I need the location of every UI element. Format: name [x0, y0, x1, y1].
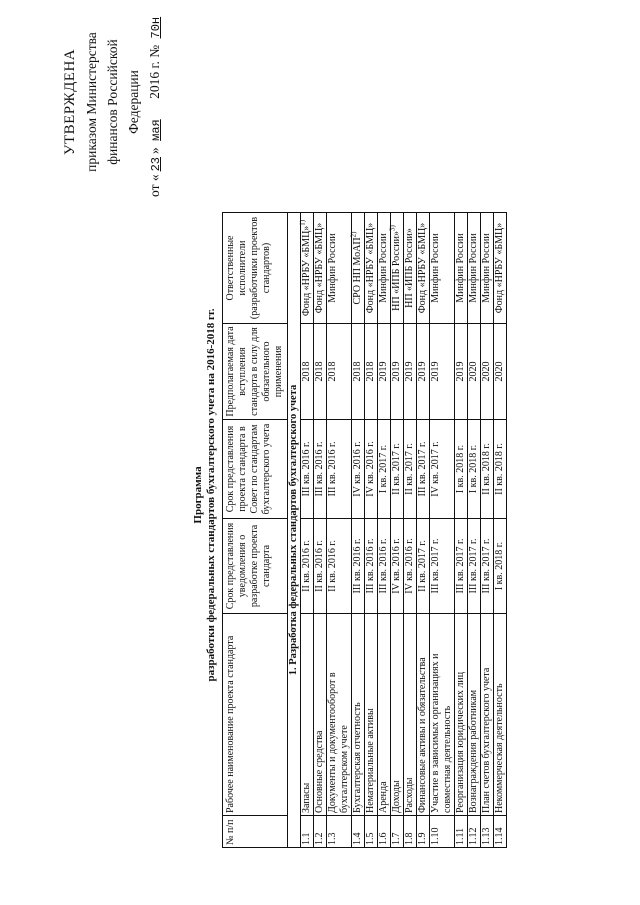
row-effective [352, 324, 365, 420]
row-effective [430, 324, 455, 420]
row-num-text: 1.8 [404, 832, 415, 845]
row-council-text: IV кв. 2016 г. [352, 441, 363, 497]
row-notice-text: II кв. 2017 г. [417, 540, 428, 592]
row-name-text: Нематериальные активы [365, 708, 376, 813]
approval-date [144, 7, 167, 197]
row-num-text: 1.5 [365, 832, 376, 845]
table-row [430, 213, 455, 848]
row-notice-text: II кв. 2016 г. [301, 540, 312, 592]
table-row [494, 213, 507, 848]
row-responsible-text: НП «ИПБ России» [391, 231, 402, 311]
row-notice-text: I кв. 2018 г. [494, 541, 505, 591]
row-council-text: III кв. 2016 г. [301, 441, 312, 497]
row-num-text: 1.6 [378, 832, 389, 845]
header-responsible: Ответственные исполнители (разработчики проектов стандартов) [223, 213, 288, 324]
footnote-marker: 3) [388, 225, 397, 232]
row-name [430, 614, 455, 816]
row-council [391, 420, 404, 519]
row-responsible [388, 213, 404, 324]
row-notice [494, 519, 507, 614]
row-notice-text: III кв. 2016 г. [352, 538, 363, 594]
row-notice [430, 519, 455, 614]
row-effective-text: 2019 [417, 361, 428, 382]
row-num-text: 1.14 [494, 827, 505, 845]
row-responsible [468, 213, 481, 324]
row-num [417, 816, 430, 848]
row-num [314, 816, 327, 848]
row-council-text: IV кв. 2017 г. [430, 441, 441, 497]
row-effective-text: 2020 [481, 361, 492, 382]
program-table [222, 212, 507, 848]
row-council [352, 420, 365, 519]
row-council-text: III кв. 2016 г. [327, 441, 338, 497]
row-notice [455, 519, 468, 614]
row-num-text: 1.13 [481, 827, 492, 845]
table-row [378, 213, 391, 848]
row-num [391, 816, 404, 848]
row-effective-text: 2018 [301, 361, 312, 382]
row-num [301, 816, 314, 848]
table-row [391, 213, 404, 848]
row-notice-text: IV кв. 2016 г. [404, 538, 415, 594]
row-effective-text: 2019 [378, 361, 389, 382]
row-notice-text: III кв. 2017 г. [430, 538, 441, 594]
row-effective-text: 2020 [494, 361, 505, 382]
document-title [192, 145, 218, 845]
row-num [468, 816, 481, 848]
approval-block [60, 7, 167, 197]
row-council [404, 420, 417, 519]
row-num-text: 1.3 [327, 832, 338, 845]
header-notice: Срок представления уведомления о разработке проекта стандарта [223, 519, 288, 614]
row-name-text: Финансовые активы и обязательства [417, 657, 428, 813]
row-effective-text: 2018 [327, 361, 338, 382]
row-responsible [430, 213, 455, 324]
row-effective-text: 2019 [430, 361, 441, 382]
row-name-text: Некоммерческая деятельность [494, 683, 505, 813]
row-num [494, 816, 507, 848]
table-row [417, 213, 430, 848]
row-council-text: II кв. 2018 г. [494, 443, 505, 495]
row-council-text: III кв. 2016 г. [314, 441, 325, 497]
row-num-text: 1.4 [352, 832, 363, 845]
section-row [288, 213, 301, 848]
row-notice [378, 519, 391, 614]
row-effective [417, 324, 430, 420]
row-notice [314, 519, 327, 614]
row-name [417, 614, 430, 816]
row-num [481, 816, 494, 848]
row-name [494, 614, 507, 816]
row-responsible-text: Минфин России [468, 233, 479, 303]
row-num [455, 816, 468, 848]
row-name-text: Вознаграждения работникам [468, 689, 479, 813]
table-row [327, 213, 352, 848]
row-responsible-text: Минфин России [430, 233, 441, 303]
row-num-text: 1.11 [455, 827, 466, 845]
row-council [314, 420, 327, 519]
row-notice-text: II кв. 2016 г. [314, 540, 325, 592]
row-responsible-text: Минфин России [327, 233, 338, 303]
row-notice-text: II кв. 2016 г. [327, 540, 338, 592]
row-name-text: Бухгалтерская отчетность [352, 702, 363, 813]
header-name: Рабочее наименование проекта стандарта [223, 614, 288, 816]
row-notice [481, 519, 494, 614]
row-council-text: III кв. 2017 г. [417, 441, 428, 497]
title-main: Программа [192, 466, 204, 524]
row-name-text: Аренда [378, 781, 389, 813]
row-notice [301, 519, 314, 614]
row-effective-text: 2019 [391, 361, 402, 382]
table-row [352, 213, 365, 848]
row-responsible-text: НП «ИПБ России» [404, 228, 415, 308]
row-responsible-text: Фонд «НРБУ «БМЦ» [365, 222, 376, 314]
row-council [481, 420, 494, 519]
row-name-text: План счетов бухгалтерского учета [481, 667, 492, 813]
table-row [314, 213, 327, 848]
row-num-text: 1.2 [314, 832, 325, 845]
row-responsible [455, 213, 468, 324]
row-effective [404, 324, 417, 420]
row-num [430, 816, 455, 848]
order-number: 70н [149, 16, 163, 39]
row-name [352, 614, 365, 816]
date-prefix: от « [147, 174, 162, 197]
approval-heading: УТВЕРЖДЕНА [62, 48, 78, 156]
row-num-text: 1.9 [417, 832, 428, 845]
row-effective [391, 324, 404, 420]
row-responsible [417, 213, 430, 324]
row-council-text: I кв. 2018 г. [468, 444, 479, 494]
row-name [301, 614, 314, 816]
row-name-text: Документы и документооборот в бухгалтерском учете [327, 672, 350, 813]
title-sub: разработки федеральных стандартов бухгалтерского учета на 2016-2018 гг. [205, 308, 217, 682]
row-name [404, 614, 417, 816]
date-month: мая [149, 119, 163, 141]
row-notice [391, 519, 404, 614]
row-council-text: I кв. 2017 г. [378, 444, 389, 494]
row-responsible [349, 213, 365, 324]
row-responsible [494, 213, 507, 324]
row-effective [468, 324, 481, 420]
row-responsible [327, 213, 352, 324]
row-notice [327, 519, 352, 614]
row-council [468, 420, 481, 519]
row-name [391, 614, 404, 816]
row-notice [365, 519, 378, 614]
row-notice-text: III кв. 2017 г. [468, 538, 479, 594]
row-council-text: II кв. 2018 г. [481, 443, 492, 495]
row-name [378, 614, 391, 816]
row-num [352, 816, 365, 848]
row-num-text: 1.7 [391, 832, 402, 845]
row-responsible [365, 213, 378, 324]
row-notice [417, 519, 430, 614]
row-effective-text: 2018 [352, 361, 363, 382]
row-name-text: Расходы [404, 777, 415, 813]
row-council [327, 420, 352, 519]
row-name [327, 614, 352, 816]
row-notice-text: III кв. 2016 г. [378, 538, 389, 594]
row-effective [455, 324, 468, 420]
row-notice-text: IV кв. 2016 г. [391, 538, 402, 594]
row-name-text: Участие в зависимых организациях и совместная деятельность [430, 653, 453, 813]
row-num-text: 1.1 [301, 832, 312, 845]
row-responsible-text: Фонд «НРБУ «БМЦ» [301, 225, 312, 317]
row-effective-text: 2018 [365, 361, 376, 382]
row-num-text: 1.10 [430, 827, 441, 845]
row-responsible [298, 213, 314, 324]
row-effective [481, 324, 494, 420]
row-effective-text: 2020 [468, 361, 479, 382]
row-name [365, 614, 378, 816]
row-effective [494, 324, 507, 420]
table-row [301, 213, 314, 848]
row-notice-text: III кв. 2017 г. [481, 538, 492, 594]
row-council [430, 420, 455, 519]
table-row [404, 213, 417, 848]
row-notice [352, 519, 365, 614]
row-council [494, 420, 507, 519]
table-header-row [223, 213, 288, 848]
row-council [378, 420, 391, 519]
footnote-marker: 2) [349, 231, 358, 238]
row-council-text: II кв. 2017 г. [391, 443, 402, 495]
row-responsible [481, 213, 494, 324]
row-council [365, 420, 378, 519]
date-year: 2016 г. № [147, 44, 162, 99]
row-council-text: I кв. 2018 г. [455, 444, 466, 494]
row-name-text: Доходы [391, 780, 402, 813]
header-effective: Предполагаемая дата вступления стандарта в силу для обязательного применения [223, 324, 288, 420]
date-day: 23 [149, 156, 163, 172]
row-name-text: Основные средства [314, 730, 325, 813]
row-effective [314, 324, 327, 420]
row-responsible-text: Фонд «НРБУ «БМЦ» [314, 222, 325, 314]
row-responsible-text: Минфин России [378, 233, 389, 303]
row-num [327, 816, 352, 848]
row-responsible [404, 213, 417, 324]
table-row [455, 213, 468, 848]
header-council: Срок представления проекта стандарта в Совет по стандартам бухгалтерского учета [223, 420, 288, 519]
row-notice-text: III кв. 2017 г. [455, 538, 466, 594]
row-name [481, 614, 494, 816]
row-effective [378, 324, 391, 420]
row-council-text: IV кв. 2016 г. [365, 441, 376, 497]
row-council [417, 420, 430, 519]
footnote-marker: 1) [298, 219, 307, 226]
table-row [481, 213, 494, 848]
row-name-text: Реорганизация юридических лиц [455, 671, 466, 813]
row-num [378, 816, 391, 848]
row-responsible-text: Минфин России [455, 233, 466, 303]
row-effective-text: 2019 [404, 361, 415, 382]
row-effective [301, 324, 314, 420]
section-title: 1. Разработка федеральных стандартов бухгалтерского учета [288, 213, 301, 848]
row-effective [365, 324, 378, 420]
row-responsible-text: СРО НП МоАП [352, 237, 363, 305]
row-name [314, 614, 327, 816]
date-mid: » [147, 147, 162, 154]
row-num-text: 1.12 [468, 827, 479, 845]
row-name-text: Запасы [301, 782, 312, 813]
table-body [288, 213, 507, 848]
row-responsible-text: Фонд «НРБУ «БМЦ» [417, 222, 428, 314]
row-responsible-text: Фонд «НРБУ «БМЦ» [494, 222, 505, 314]
row-council [455, 420, 468, 519]
row-council [301, 420, 314, 519]
row-effective [327, 324, 352, 420]
approval-line-2: финансов Российской Федерации [105, 39, 141, 165]
row-num [365, 816, 378, 848]
row-effective-text: 2019 [455, 361, 466, 382]
table-row [468, 213, 481, 848]
approval-line-1: приказом Министерства [84, 32, 99, 172]
row-council-text: II кв. 2017 г. [404, 443, 415, 495]
table-row [365, 213, 378, 848]
row-num [404, 816, 417, 848]
row-notice [468, 519, 481, 614]
row-name [455, 614, 468, 816]
header-num: № п/п [223, 816, 288, 848]
row-notice [404, 519, 417, 614]
row-notice-text: III кв. 2016 г. [365, 538, 376, 594]
row-effective-text: 2018 [314, 361, 325, 382]
row-name [468, 614, 481, 816]
row-responsible [314, 213, 327, 324]
row-responsible-text: Минфин России [481, 233, 492, 303]
